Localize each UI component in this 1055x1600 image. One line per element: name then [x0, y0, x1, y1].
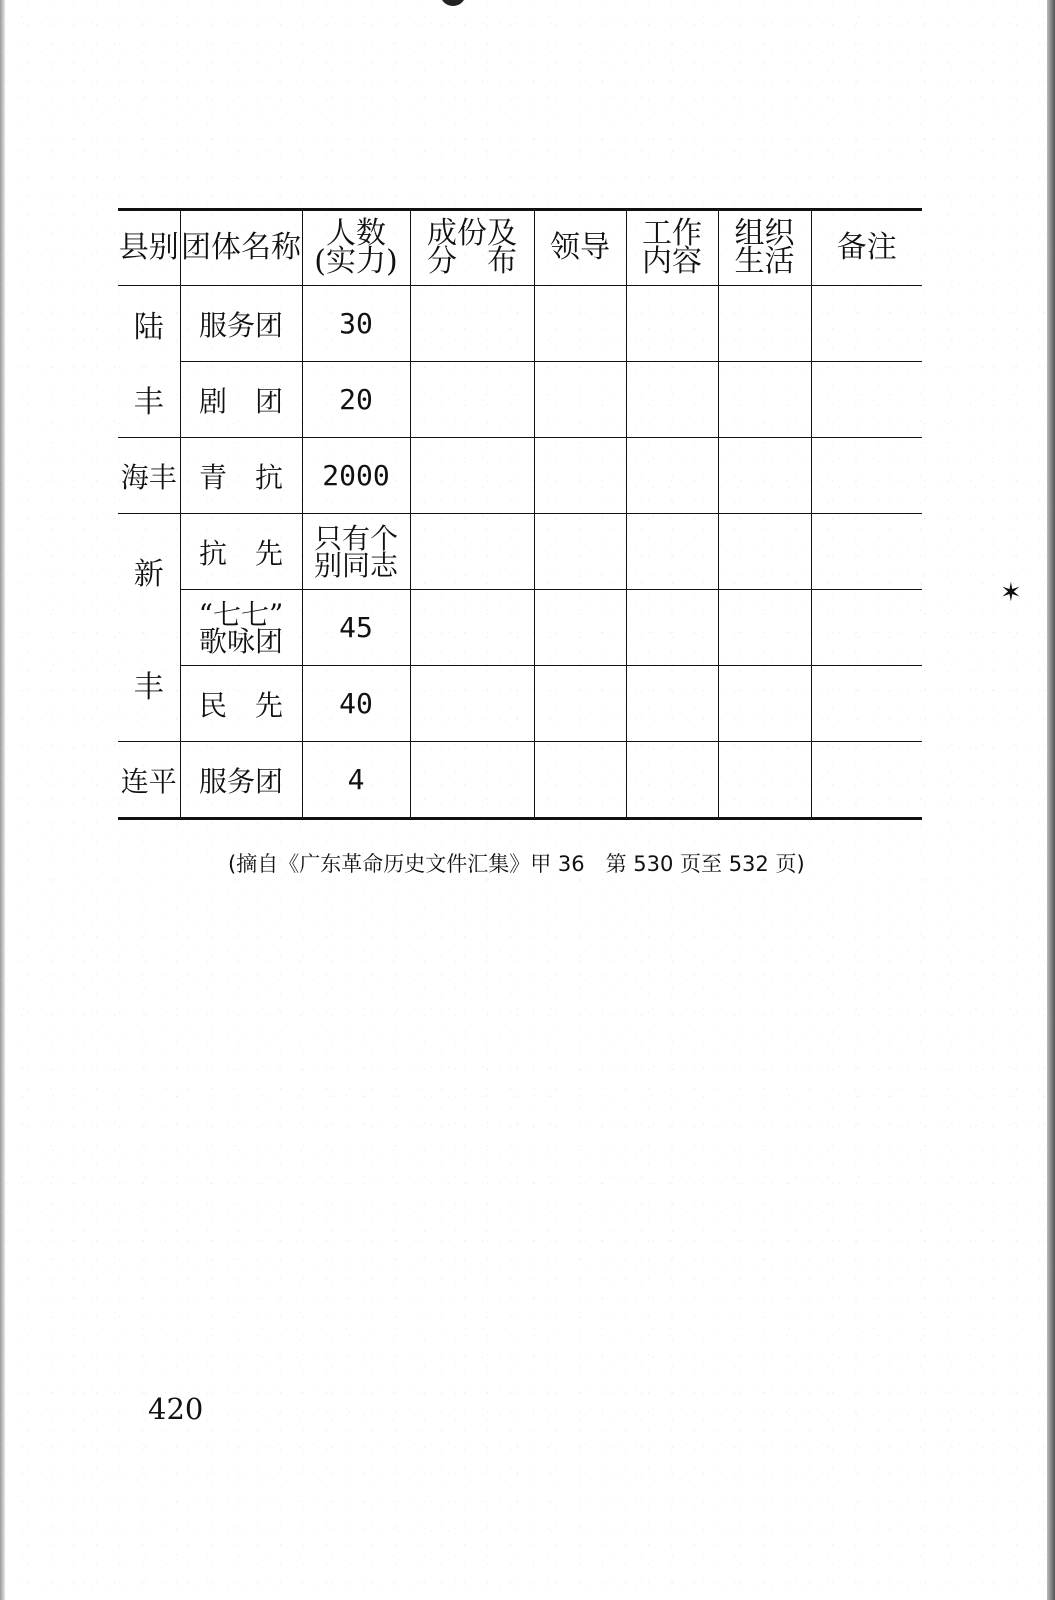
group-name-cell: 青 抗 [180, 438, 302, 514]
header-members-line2: (实力) [314, 244, 398, 279]
page-right-edge [1047, 0, 1055, 1600]
empty-cell [718, 590, 811, 666]
table-header-row [118, 210, 922, 286]
header-composition [410, 210, 534, 286]
group-name-cell: 抗 先 [180, 514, 302, 590]
empty-cell [534, 742, 626, 819]
table-row [118, 438, 922, 514]
group-name-cell [180, 590, 302, 666]
table-row [118, 514, 922, 590]
county-xinfeng-char1: 新 [133, 556, 164, 592]
group-name-line1: “七七” [198, 597, 284, 631]
organization-table [118, 208, 922, 820]
empty-cell [626, 666, 718, 742]
header-work-line2: 内容 [642, 244, 702, 279]
table-row [118, 590, 922, 666]
header-county: 县别 [118, 210, 180, 286]
empty-cell [626, 286, 718, 362]
group-name-line2: 歌咏团 [198, 624, 283, 658]
table-row [118, 286, 922, 362]
ink-blot-mark: ✶ [1000, 578, 1022, 608]
empty-cell [534, 286, 626, 362]
table-row [118, 742, 922, 819]
county-xinfeng-char2: 丰 [133, 670, 164, 706]
empty-cell [718, 438, 811, 514]
members-line1: 只有个 [313, 521, 398, 555]
table-row [118, 362, 922, 438]
group-name-cell: 剧 团 [180, 362, 302, 438]
empty-cell [534, 514, 626, 590]
empty-cell [811, 742, 922, 819]
empty-cell [718, 742, 811, 819]
county-xinfeng [118, 514, 180, 742]
empty-cell [626, 742, 718, 819]
empty-cell [718, 362, 811, 438]
members-cell: 4 [302, 742, 410, 819]
county-haifeng: 海丰 [118, 438, 180, 514]
empty-cell [410, 286, 534, 362]
empty-cell [811, 590, 922, 666]
empty-cell [626, 438, 718, 514]
header-remarks: 备注 [811, 210, 922, 286]
empty-cell [626, 514, 718, 590]
empty-cell [811, 514, 922, 590]
members-cell [302, 514, 410, 590]
header-members-line1: 人数 [326, 216, 386, 251]
header-composition-line1: 成份及 [427, 216, 517, 251]
empty-cell [534, 590, 626, 666]
header-work-line1: 工作 [642, 216, 702, 251]
header-group-name: 团体名称 [180, 210, 302, 286]
empty-cell [626, 590, 718, 666]
group-name-cell: 民 先 [180, 666, 302, 742]
empty-cell [410, 590, 534, 666]
county-lufeng [118, 286, 180, 438]
page-number: 420 [148, 1392, 204, 1426]
county-lufeng-char1: 陆 [133, 309, 164, 345]
binding-mark [440, 0, 466, 6]
header-org-life [718, 210, 811, 286]
empty-cell [626, 362, 718, 438]
empty-cell [410, 514, 534, 590]
header-members [302, 210, 410, 286]
empty-cell [534, 666, 626, 742]
members-cell: 2000 [302, 438, 410, 514]
source-citation: (摘自《广东革命历史文件汇集》甲 36 第 530 页至 532 页) [228, 852, 805, 876]
empty-cell [811, 438, 922, 514]
empty-cell [534, 438, 626, 514]
group-name-cell: 服务团 [180, 742, 302, 819]
empty-cell [811, 286, 922, 362]
members-line2: 别同志 [313, 548, 398, 582]
members-cell: 45 [302, 590, 410, 666]
empty-cell [718, 286, 811, 362]
group-name-cell: 服务团 [180, 286, 302, 362]
empty-cell [718, 666, 811, 742]
empty-cell [410, 362, 534, 438]
empty-cell [718, 514, 811, 590]
empty-cell [811, 362, 922, 438]
header-composition-line2: 分 布 [427, 244, 517, 279]
county-lianping: 连平 [118, 742, 180, 819]
empty-cell [410, 666, 534, 742]
county-lufeng-char2: 丰 [133, 385, 164, 421]
header-work-content [626, 210, 718, 286]
empty-cell [410, 742, 534, 819]
header-org-line1: 组织 [734, 216, 795, 251]
members-cell: 30 [302, 286, 410, 362]
header-org-line2: 生活 [734, 244, 795, 279]
header-leadership: 领导 [534, 210, 626, 286]
table-row [118, 666, 922, 742]
members-cell: 40 [302, 666, 410, 742]
empty-cell [534, 362, 626, 438]
members-cell: 20 [302, 362, 410, 438]
page-left-edge [0, 0, 5, 1600]
empty-cell [811, 666, 922, 742]
empty-cell [410, 438, 534, 514]
